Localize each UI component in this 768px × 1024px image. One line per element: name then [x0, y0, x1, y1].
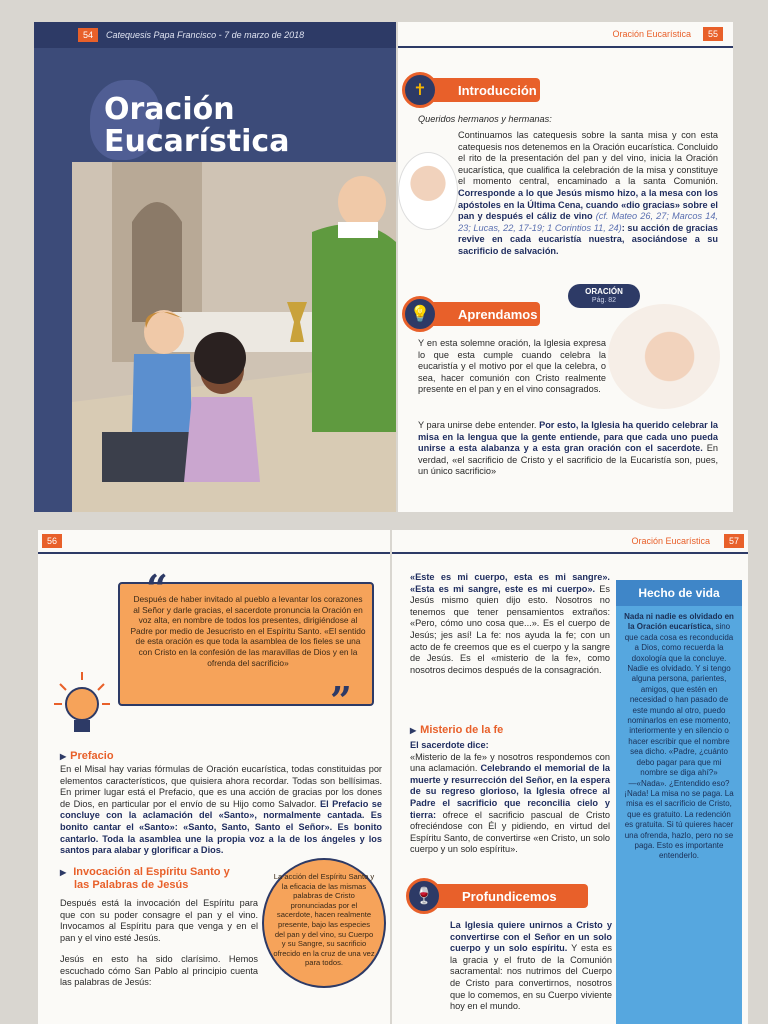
quote-text: Después de haber invitado al pueblo a levantar los corazones al Señor y darle gracias, el sacerdote pronuncia la Oración en voz alta, en nombre de todos los presentes, dirigiéndose al Padre por medio de Jesucristo en el Espíritu Santo. «El sentido de esta oración es que toda la asamblea de los fieles se una con Cristo en la confesión de las maravillas de Dios y en la ofrenda del sacrificio»	[130, 594, 366, 668]
page-number: 55	[703, 27, 723, 41]
prefacio-heading: ▶ Prefacio	[60, 750, 114, 762]
badge-title: ORACIÓN	[585, 287, 623, 296]
intro-bold: Corresponde a lo que Jesús mismo hizo, a la mesa con los apóstoles en la Última Cena, cuando «dio gracias» sobre el pan y después el cáliz de vino	[458, 187, 718, 222]
invocacion-heading-line2: las Palabras de Jesús	[74, 879, 189, 891]
chalice-icon: 🍷	[406, 878, 442, 914]
mass-illustration	[72, 162, 396, 522]
invocacion-paragraph-2: Jesús en esto ha sido clarísimo. Hemos escuchado cómo San Pablo al principio cuenta las palabras de Jesús:	[60, 954, 258, 988]
learn-paragraph-1: Y en esta solemne oración, la Iglesia expresa lo que esta cumple cuando celebra la eucaristía y el motivo por el que la celebra, o sea, hacer comunión con Cristo realmente presente en el pan y en el vino consagrados.	[418, 338, 606, 395]
page-header	[34, 22, 396, 48]
invocacion-heading-line1: Invocación al Espíritu Santo y	[73, 866, 230, 878]
prefacio-bold: El Prefacio se concluye con la aclamación del «Santo», normalmente cantada. Es bonito cantar el «Santo»: «Santo, Santo, Santo el Señor». Es bonito cantarlo. Toda la asamblea une la propia voz a la de los ángeles y los santos para alabar y glorificar a Dios.	[60, 798, 382, 856]
misterio-lead: El sacerdote dice:	[410, 740, 489, 750]
page-57	[392, 530, 748, 1024]
profund-text: Y esta es la gracia y el fruto de la Comunión sacramental: nos nutrimos del Cuerpo de Cristo para convertirnos, nosotros que lo comemos, en su Cuerpo viviente hoy en el mundo.	[450, 943, 613, 1012]
hecho-text: sino que cada cosa es reconducida a Dios, como recuerda la doxología que la concluye. Nadie es olvidado. Y si tengo alguna persona, parientes, amigos, que estén en necesidad o han pasado de este mundo al otro, puedo nominarlos en ese momento, interiormente y en silencio o hacer escribir que el nombre sea dicho. «Padre, ¿cuánto debo pagar para que mi nombre se diga ahí?» —«Nada». ¿Entendido eso? ¡Nada! La misa no se paga. La misa es el sacrificio de Cristo, que es gratuito. La redención es gratuita. Si tú quieres hacer una ofrenda, hazlo, pero no se paga. Esto es importante entenderlo.	[624, 622, 734, 861]
bottom-spread	[0, 512, 768, 1024]
page-header	[392, 530, 748, 554]
page-number: 54	[78, 28, 98, 42]
profund-bold: La Iglesia quiere unirnos a Cristo y convertirse con el Señor en un solo cuerpo y un solo espíritu.	[450, 920, 612, 954]
badge-page: Pág. 82	[591, 297, 617, 304]
hecho-heading: Hecho de vida	[616, 580, 742, 606]
profund-heading: Profundicemos	[420, 884, 588, 908]
hecho-de-vida-box	[616, 580, 742, 1024]
title-line-1: Oración	[104, 92, 235, 127]
lightbulb-icon: 💡	[402, 296, 438, 332]
running-title: Catequesis Papa Francisco - 7 de marzo de 2018	[106, 30, 305, 40]
misterio-bold: Celebrando el memorial de la muerte y resurrección del Señor, en la espera de su regreso glorioso, la Iglesia ofrece al Padre el sacrificio que reconcilia cielo y tierra:	[410, 763, 611, 820]
prefacio-text: En el Misal hay varias fórmulas de Oración eucarística, todas constituidas por elementos característicos, que quisiera ahora recordar. Todas son bellísimas. En primer lugar está el Prefacio, que es una acción de gracias por los dones de Dios, en particular por el envío de su Hijo como Salvador.	[60, 764, 382, 809]
learn-paragraph-2	[418, 420, 718, 478]
bible-references: (cf. Mateo 26, 27; Marcos 14, 23; Lucas, 22, 17-19; 1 Corintios 11, 24)	[458, 211, 718, 233]
misterio-heading: ▶ Misterio de la fe	[410, 724, 503, 736]
intro-end: : su acción de gracias revive en cada eucaristía nuestra, asociándose a su sacrificio de salvación.	[458, 222, 718, 256]
running-title: Oración Eucarística	[612, 29, 691, 39]
body-text: Es Jesús mismo quien dijo esto. Nosotros no tenemos que tener pensamientos extraños: «Pero, cómo uno cosa que...». Es el cuerpo de Jesús; jes así! La fe: nos ayuda la fe; con un acto de fe creemos que es el cuerpo y la sangre de Jesús. Es el «misterio de la fe», como nosotros decimos después de la consagración.	[410, 583, 610, 675]
misterio-paragraph	[410, 740, 610, 856]
praying-hands-image	[608, 304, 720, 409]
chapter-title	[104, 94, 289, 158]
invocacion-heading	[60, 866, 260, 891]
hecho-bold: Nada ni nadie es olvidado en la Oración eucarística,	[624, 612, 734, 632]
learn-text: Y para unirse debe entender.	[418, 420, 537, 430]
title-line-2: Eucarística	[104, 124, 290, 159]
invocacion-paragraph: Después está la invocación del Espíritu para que con su poder consagre el pan y el vino. Invocamos al Espíritu para que venga y en el pan y el vino esté Jesús.	[60, 898, 258, 943]
page-number: 56	[42, 534, 62, 548]
misterio-end: ofrece el sacrificio pascual de Cristo ofreciéndose con Él y pidiendo, en virtud del Espíritu Santo, de convertirse «en Cristo, un solo cuerpo y un solo espíritu».	[410, 809, 610, 855]
profund-paragraph	[450, 920, 612, 1013]
circle-note: La acción del Espíritu Santo y la eficacia de las mismas palabras de Cristo pronunciadas por el sacerdote, hacen realmente presente, bajo las especies del pan y del vino, su Cuerpo y su Sangre, su sacrificio ofrecido en la cruz de una vez para todos.	[262, 858, 386, 988]
cross-icon: ✝	[402, 72, 438, 108]
intro-heading: Introducción	[416, 78, 540, 102]
running-title: Oración Eucarística	[631, 536, 710, 546]
greeting: Queridos hermanos y hermanas:	[418, 114, 552, 124]
intro-paragraph	[418, 130, 718, 258]
page-55	[398, 22, 733, 530]
learn-end: En verdad, «el sacrificio de Cristo y el sacrificio de la Eucaristía son, pues, un único sacrificio»	[418, 443, 718, 477]
lightbulb-icon	[52, 670, 112, 740]
learn-heading: Aprendamos	[416, 302, 540, 326]
learn-bold: Por esto, la Iglesia ha querido celebrar la misa en la lengua que la gente entiende, para que cada uno pueda unirse a esta alabanza y a esta gran oración con el sacerdote.	[418, 420, 718, 454]
page-54	[34, 22, 396, 527]
page-56	[38, 530, 390, 1024]
page-number: 57	[724, 534, 744, 548]
page-header	[38, 530, 390, 554]
open-quote-icon: “	[146, 566, 168, 611]
misterio-text: «Misterio de la fe» y nosotros respondemos con una aclamación.	[410, 751, 610, 774]
body-column	[410, 572, 610, 676]
oracion-badge[interactable]	[568, 284, 640, 308]
body-bold: «Este es mi cuerpo, esta es mi sangre». «Esta es mi sangre, este es mi cuerpo».	[410, 572, 610, 594]
prefacio-paragraph	[60, 764, 382, 857]
hecho-body	[616, 606, 742, 868]
close-quote-icon: ”	[330, 678, 352, 723]
page-header	[398, 22, 733, 48]
intro-text: Continuamos las catequesis sobre la santa misa y con esta catequesis nos detenemos en la Oración eucarística. Concluido el rito de la presentación del pan y del vino, inicia la Oración eucarística, que cualifica la celebración de la misa y constituye el momento central, encaminado a la santa Comunión.	[458, 130, 718, 187]
